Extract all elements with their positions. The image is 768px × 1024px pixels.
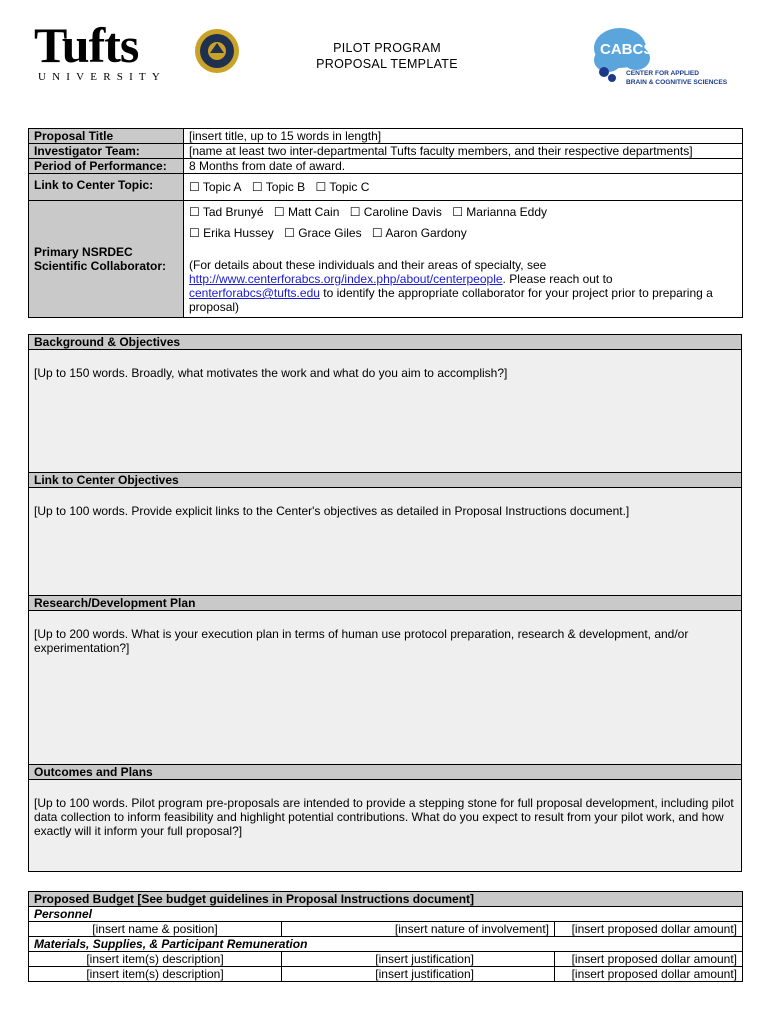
materials-justification-cell[interactable]: [insert justification] [282, 967, 555, 982]
details-middle: . Please reach out to [502, 272, 613, 286]
collaborator-davis-checkbox[interactable]: ☐ Caroline Davis [349, 205, 442, 219]
personnel-name-cell[interactable]: [insert name & position] [29, 922, 282, 937]
period-field[interactable]: 8 Months from date of award. [184, 159, 743, 174]
document-title [300, 40, 474, 72]
materials-amount-cell[interactable]: [insert proposed dollar amount] [555, 967, 743, 982]
collaborator-list-row1 [189, 205, 737, 219]
plan-field[interactable] [29, 611, 742, 765]
natick-seal-icon [194, 28, 240, 74]
materials-justification-cell[interactable]: [insert justification] [282, 952, 555, 967]
materials-amount-cell[interactable]: [insert proposed dollar amount] [555, 952, 743, 967]
materials-description-cell[interactable]: [insert item(s) description] [29, 967, 282, 982]
tufts-logo-sub: UNIVERSITY [38, 71, 166, 83]
cabcs-center-line1: CENTER FOR APPLIED [626, 70, 700, 77]
collaborator-details [189, 258, 737, 314]
personnel-row [29, 922, 743, 937]
outcomes-text: [Up to 100 words. Pilot program pre-proposals are intended to provide a stepping stone for full proposal development, including pilot data collection to inform feasibility and highlight potential contributions. What do you expect to result from your pilot work, and how exactly will it inform your full proposal?] [34, 796, 734, 838]
cabcs-center-line2: BRAIN & COGNITIVE SCIENCES [626, 79, 728, 86]
outcomes-field[interactable] [29, 780, 742, 872]
collaborator-label-line1: Primary NSRDEC [34, 245, 133, 259]
link-objectives-field[interactable] [29, 488, 742, 596]
budget-heading: Proposed Budget [See budget guidelines in Proposal Instructions document] [29, 892, 743, 907]
link-objectives-text: [Up to 100 words. Provide explicit links to the Center's objectives as detailed in Proposal Instructions document.] [34, 504, 630, 518]
background-field[interactable] [29, 350, 742, 473]
proposal-title-row [29, 129, 743, 144]
collaborator-gardony-checkbox[interactable]: ☐ Aaron Gardony [371, 226, 467, 240]
plan-heading: Research/Development Plan [29, 596, 742, 611]
collaborator-row [29, 201, 743, 318]
materials-description-cell[interactable]: [insert item(s) description] [29, 952, 282, 967]
materials-row [29, 952, 743, 967]
collaborator-label-line2: Scientific Collaborator: [34, 259, 167, 273]
centerpeople-link[interactable]: http://www.centerforabcs.org/index.php/about/centerpeople [189, 272, 503, 286]
collaborator-list-row2 [189, 226, 737, 240]
plan-text: [Up to 200 words. What is your execution plan in terms of human use protocol preparation, research & development, and/or experimentation?] [34, 627, 689, 655]
topic-options [184, 174, 743, 201]
collaborator-giles-checkbox[interactable]: ☐ Grace Giles [284, 226, 362, 240]
cabcs-center-name [626, 69, 727, 87]
proposal-info-table [28, 128, 743, 318]
topic-b-checkbox[interactable]: ☐ Topic B [251, 180, 306, 194]
cabcs-logo [590, 26, 740, 94]
topic-label: Link to Center Topic: [29, 174, 184, 201]
details-prefix: (For details about these individuals and their areas of specialty, see [189, 258, 547, 272]
link-objectives-heading: Link to Center Objectives [29, 473, 742, 488]
topic-c-checkbox[interactable]: ☐ Topic C [315, 180, 370, 194]
materials-row [29, 967, 743, 982]
outcomes-heading: Outcomes and Plans [29, 765, 742, 780]
proposal-title-field[interactable]: [insert title, up to 15 words in length] [184, 129, 743, 144]
background-heading: Background & Objectives [29, 335, 742, 350]
background-text: [Up to 150 words. Broadly, what motivates the work and what do you aim to accomplish?] [34, 366, 508, 380]
period-row [29, 159, 743, 174]
collaborator-label [29, 201, 184, 318]
investigator-field[interactable]: [name at least two inter-departmental Tufts faculty members, and their respective departments] [184, 144, 743, 159]
proposal-title-label: Proposal Title [29, 129, 184, 144]
collaborator-brunye-checkbox[interactable]: ☐ Tad Brunyé [189, 205, 264, 219]
personnel-involvement-cell[interactable]: [insert nature of involvement] [282, 922, 555, 937]
tufts-university-logo [34, 17, 166, 83]
proposal-sections-table [28, 334, 742, 872]
personnel-amount-cell[interactable]: [insert proposed dollar amount] [555, 922, 743, 937]
materials-subheading: Materials, Supplies, & Participant Remuneration [29, 937, 743, 952]
tufts-logo-word: Tufts [34, 17, 139, 73]
document-title-line2: PROPOSAL TEMPLATE [316, 57, 458, 71]
details-suffix: to identify the appropriate collaborator for your project prior to preparing a proposal) [189, 286, 713, 314]
center-email-link[interactable]: centerforabcs@tufts.edu [189, 286, 320, 300]
personnel-subheading: Personnel [29, 907, 743, 922]
collaborator-options [184, 201, 743, 318]
collaborator-cain-checkbox[interactable]: ☐ Matt Cain [273, 205, 340, 219]
investigator-row [29, 144, 743, 159]
collaborator-eddy-checkbox[interactable]: ☐ Marianna Eddy [452, 205, 547, 219]
topic-a-checkbox[interactable]: ☐ Topic A [189, 180, 242, 194]
period-label: Period of Performance: [29, 159, 184, 174]
topic-row [29, 174, 743, 201]
budget-table [28, 891, 743, 982]
cabcs-logo-text: CABCS [600, 41, 654, 58]
investigator-label: Investigator Team: [29, 144, 184, 159]
page-header [0, 0, 768, 120]
collaborator-hussey-checkbox[interactable]: ☐ Erika Hussey [189, 226, 274, 240]
document-title-line1: PILOT PROGRAM [333, 41, 441, 55]
